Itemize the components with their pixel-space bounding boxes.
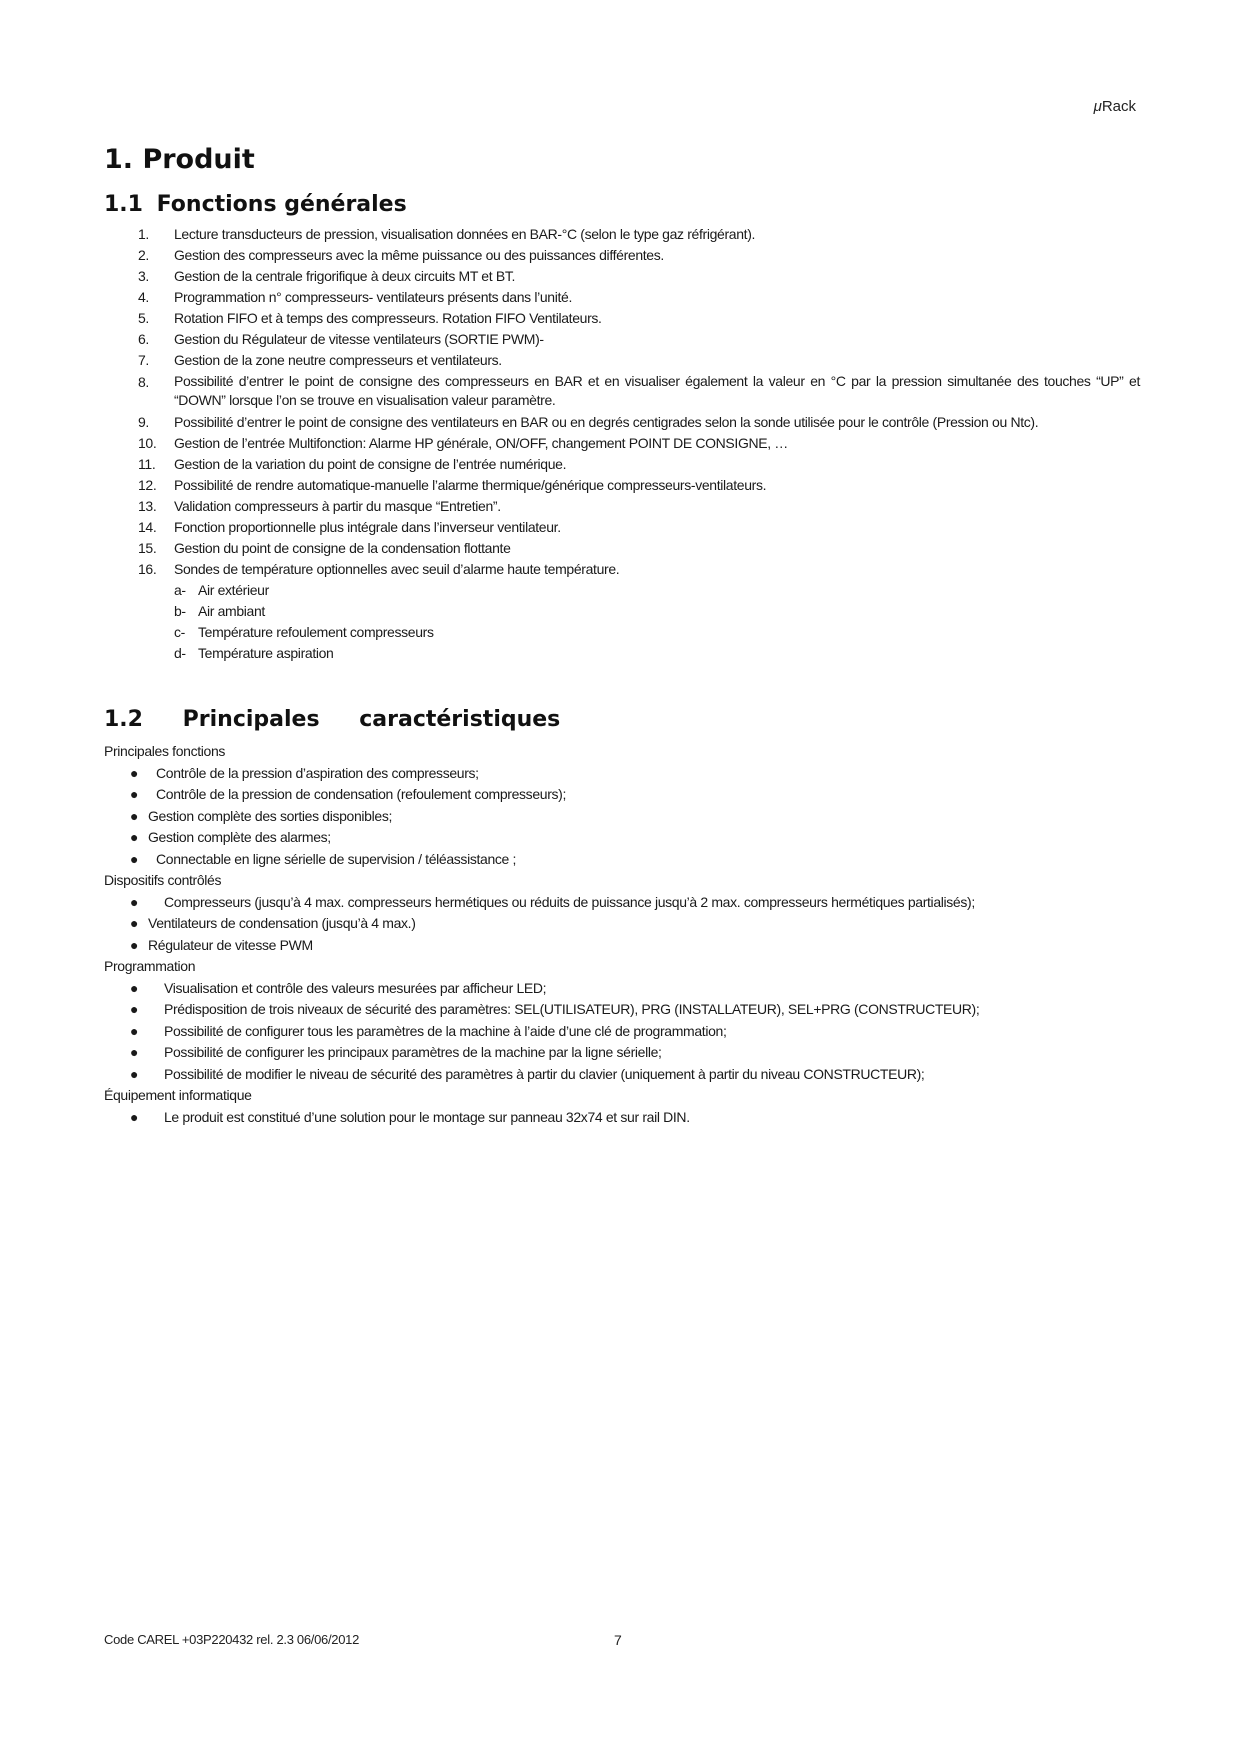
item-text: Gestion de l’entrée Multifonction: Alarme HP générale, ON/OFF, changement POINT DE CONSIGNE, …: [174, 435, 788, 451]
list-item: [120, 433, 1140, 454]
bullet-item: [104, 827, 1144, 849]
bullet-icon: ●: [130, 893, 139, 910]
item-number: 9.: [138, 414, 149, 430]
item-text: Gestion de la zone neutre compresseurs et ventilateurs.: [174, 352, 502, 368]
bullet-item: [104, 935, 1144, 957]
sub-list-item: [174, 601, 1140, 622]
item-text: Gestion de la variation du point de consigne de l’entrée numérique.: [174, 456, 567, 472]
bullet-list: [104, 892, 1144, 957]
bullet-text: Compresseurs (jusqu’à 4 max. compresseurs hermétiques ou réduits de puissance jusqu’à 2 max. compresseurs hermétiques partialisés);: [164, 893, 975, 910]
item-text: Possibilité d’entrer le point de consigne des compresseurs en BAR et en visualiser également la valeur en °C par la pression simultanée des touches “UP” et “DOWN” lorsque l’on se trouve en visualisation valeur paramètre.: [174, 373, 1140, 408]
list-item: [120, 329, 1140, 350]
bullet-item: [104, 763, 1144, 785]
item-number: 3.: [138, 268, 149, 284]
bullet-item: [104, 1042, 1144, 1064]
item-text: Sondes de température optionnelles avec seuil d’alarme haute température.: [174, 561, 620, 577]
item-number: 2.: [138, 247, 149, 263]
bullet-text: Possibilité de modifier le niveau de sécurité des paramètres à partir du clavier (uniquement à partir du niveau CONSTRUCTEUR);: [164, 1065, 925, 1082]
item-text: Gestion des compresseurs avec la même puissance ou des puissances différentes.: [174, 247, 664, 263]
bullet-list: [104, 763, 1144, 871]
bullet-item: [104, 978, 1144, 1000]
bullet-text: Possibilité de configurer tous les paramètres de la machine à l’aide d’une clé de programmation;: [164, 1022, 727, 1039]
bullet-item: [104, 806, 1144, 828]
item-text: Fonction proportionnelle plus intégrale dans l’inverseur ventilateur.: [174, 519, 561, 535]
functions-list: [120, 224, 1140, 664]
list-item: [120, 538, 1140, 559]
sub-list-item: [174, 622, 1140, 643]
item-text: Possibilité de rendre automatique-manuelle l’alarme thermique/générique compresseurs-ventilateurs.: [174, 477, 767, 493]
list-item: [120, 287, 1140, 308]
sub-item-letter: b-: [174, 603, 186, 619]
bullet-item: [104, 849, 1144, 871]
bullet-icon: ●: [130, 764, 139, 781]
category-label: Équipement informatique: [104, 1087, 252, 1103]
subsection-1-2-title-a: Principales: [182, 707, 320, 732]
list-item: [120, 266, 1140, 287]
subsection-1-2-heading: [104, 707, 560, 732]
bullet-item: [104, 1021, 1144, 1043]
bullet-icon: ●: [130, 936, 139, 953]
bullet-text: Le produit est constitué d’une solution pour le montage sur panneau 32x74 et sur rail DIN.: [164, 1108, 690, 1125]
bullet-icon: ●: [130, 915, 139, 931]
list-item: [120, 224, 1140, 245]
bullet-text: Possibilité de configurer les principaux paramètres de la machine par la ligne sérielle;: [164, 1044, 662, 1060]
item-text: Programmation n° compresseurs- ventilateurs présents dans l’unité.: [174, 289, 573, 305]
bullet-icon: ●: [130, 850, 139, 867]
section-title: 1. Produit: [104, 144, 255, 175]
item-number: 13.: [138, 498, 157, 514]
item-number: 11.: [138, 456, 156, 472]
subsection-1-1-number: 1.1: [104, 192, 143, 217]
list-item: [120, 496, 1140, 517]
sub-list-item: [174, 643, 1140, 664]
bullet-item: [104, 999, 1144, 1021]
bullet-icon: ●: [130, 1001, 139, 1017]
bullet-text: Contrôle de la pression de condensation (refoulement compresseurs);: [156, 786, 567, 802]
bullet-icon: ●: [130, 807, 139, 824]
category-label: Principales fonctions: [104, 743, 226, 759]
list-item: [120, 559, 1140, 664]
characteristics-block: [104, 741, 1144, 1128]
item-text: Rotation FIFO et à temps des compresseurs. Rotation FIFO Ventilateurs.: [174, 310, 602, 326]
bullet-item: [104, 784, 1144, 806]
bullet-text: Ventilateurs de condensation (jusqu’à 4 max.): [148, 915, 416, 931]
sub-item-text: Température refoulement compresseurs: [198, 624, 434, 640]
item-number: 1.: [138, 226, 149, 242]
list-item: [120, 245, 1140, 266]
bullet-item: [104, 913, 1144, 935]
sub-item-letter: c-: [174, 624, 185, 640]
item-number: 4.: [138, 289, 149, 305]
bullet-icon: ●: [130, 1022, 139, 1039]
bullet-text: Visualisation et contrôle des valeurs mesurées par afficheur LED;: [164, 979, 547, 996]
item-text: Validation compresseurs à partir du masque “Entretien”.: [174, 498, 501, 514]
item-number: 7.: [138, 352, 149, 368]
item-number: 16.: [138, 561, 157, 577]
footer-code: Code CAREL +03P220432 rel. 2.3 06/06/2012: [104, 1632, 360, 1647]
header-product-name: Rack: [1101, 98, 1136, 115]
page-number: 7: [614, 1632, 622, 1648]
list-item: [120, 308, 1140, 329]
list-item: [120, 372, 1140, 410]
bullet-icon: ●: [130, 1044, 139, 1060]
document-header: [1094, 98, 1136, 115]
bullet-icon: ●: [130, 1108, 139, 1125]
item-number: 15.: [138, 540, 157, 556]
category-label: Programmation: [104, 958, 196, 974]
bullet-icon: ●: [130, 979, 139, 996]
bullet-text: Prédisposition de trois niveaux de sécurité des paramètres: SEL(UTILISATEUR), PRG (INSTALLATEUR), SEL+PRG (CONSTRUCTEUR);: [164, 1001, 980, 1017]
item-text: Gestion du Régulateur de vitesse ventilateurs (SORTIE PWM)-: [174, 331, 544, 347]
item-text: Gestion du point de consigne de la condensation flottante: [174, 540, 511, 556]
subsection-1-1-title: Fonctions générales: [156, 192, 407, 217]
item-number: 10.: [138, 435, 157, 451]
sub-item-text: Température aspiration: [198, 645, 334, 661]
bullet-text: Régulateur de vitesse PWM: [148, 936, 313, 953]
sub-item-text: Air ambiant: [198, 603, 265, 619]
bullet-list: [104, 1107, 1144, 1129]
sub-item-letter: a-: [174, 582, 186, 598]
list-item: [120, 475, 1140, 496]
sub-item-letter: d-: [174, 645, 186, 661]
bullet-icon: ●: [130, 1065, 139, 1082]
list-item: [120, 412, 1140, 433]
list-item: [120, 454, 1140, 475]
sensor-sublist: [174, 580, 1140, 664]
item-text: Gestion de la centrale frigorifique à deux circuits MT et BT.: [174, 268, 516, 284]
bullet-text: Connectable en ligne sérielle de supervision / téléassistance ;: [156, 850, 517, 867]
bullet-item: [104, 1064, 1144, 1086]
bullet-icon: ●: [130, 786, 139, 802]
category-label: Dispositifs contrôlés: [104, 872, 222, 888]
sub-list-item: [174, 580, 1140, 601]
item-text: Possibilité d’entrer le point de consigne des ventilateurs en BAR ou en degrés centigrades selon la sonde utilisée pour le contrôle (Pression ou Ntc).: [174, 414, 1039, 430]
sub-item-text: Air extérieur: [198, 582, 269, 598]
bullet-item: [104, 892, 1144, 914]
item-number: 6.: [138, 331, 149, 347]
bullet-text: Contrôle de la pression d’aspiration des compresseurs;: [156, 764, 479, 781]
item-number: 8.: [138, 374, 149, 390]
bullet-text: Gestion complète des alarmes;: [148, 829, 331, 845]
list-item: [120, 517, 1140, 538]
bullet-icon: ●: [130, 829, 139, 845]
item-number: 12.: [138, 477, 157, 493]
item-number: 14.: [138, 519, 157, 535]
subsection-1-2-title-b: caractéristiques: [359, 707, 561, 732]
subsection-1-2-number: 1.2: [104, 707, 143, 732]
subsection-1-1-heading: [104, 192, 407, 217]
header-mu-symbol: μ: [1093, 98, 1102, 115]
bullet-list: [104, 978, 1144, 1086]
list-item: [120, 350, 1140, 371]
bullet-text: Gestion complète des sorties disponibles;: [148, 807, 393, 824]
item-number: 5.: [138, 310, 149, 326]
bullet-item: [104, 1107, 1144, 1129]
item-text: Lecture transducteurs de pression, visualisation données en BAR-°C (selon le type gaz réfrigérant).: [174, 226, 756, 242]
